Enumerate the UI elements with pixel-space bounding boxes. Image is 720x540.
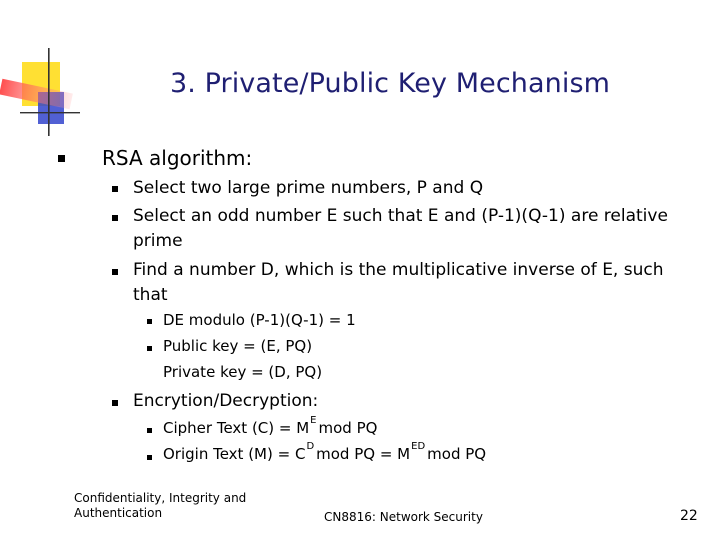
- step-select-e: Select an odd number E such that E and (P-1)(Q-1) are relative: [133, 206, 668, 226]
- bullet-marker: [147, 346, 152, 351]
- logo-horizontal-line: [20, 112, 80, 113]
- page-number: 22: [680, 508, 698, 524]
- bullet-marker: [147, 455, 152, 460]
- footer-left: [74, 491, 246, 521]
- formula-origin: [163, 441, 487, 463]
- bullet-marker: [147, 428, 152, 433]
- origin-text-right: mod PQ: [427, 445, 487, 463]
- sub-private-key: Private key = (D, PQ): [163, 363, 323, 381]
- origin-exponent-ed: ED: [411, 441, 426, 452]
- footer-course: CN8816: Network Security: [324, 510, 483, 524]
- bullet-marker: [112, 215, 118, 221]
- step-encryption: Encrytion/Decryption:: [133, 391, 319, 411]
- origin-text-left: Origin Text (M) = C: [163, 445, 306, 463]
- sub-public-key: Public key = (E, PQ): [163, 337, 313, 355]
- slide-title: 3. Private/Public Key Mechanism: [169, 68, 611, 99]
- origin-exponent-d: D: [306, 441, 315, 452]
- footer-left-line2: Authentication: [74, 506, 163, 520]
- main-bullet-text: RSA algorithm:: [102, 146, 253, 170]
- footer-left-line1: Confidentiality, Integrity and: [74, 491, 247, 505]
- cipher-exponent: E: [310, 415, 317, 426]
- formula-cipher: [163, 415, 378, 437]
- cipher-text-right: mod PQ: [318, 419, 378, 437]
- sub-de-modulo: DE modulo (P-1)(Q-1) = 1: [163, 311, 356, 329]
- bullet-marker: [112, 400, 118, 406]
- step-select-primes: Select two large prime numbers, P and Q: [133, 178, 484, 198]
- step-select-e-cont: prime: [133, 231, 183, 251]
- bullet-marker: [112, 186, 118, 192]
- bullet-marker: [147, 319, 152, 324]
- bullet-marker: [112, 269, 118, 275]
- cipher-text-left: Cipher Text (C) = M: [163, 419, 310, 437]
- step-find-d-cont: that: [133, 285, 168, 305]
- origin-text-mid: mod PQ = M: [316, 445, 411, 463]
- logo-vertical-line: [48, 48, 50, 136]
- bullet-marker: [58, 155, 65, 162]
- step-find-d: Find a number D, which is the multiplicative inverse of E, such: [133, 260, 664, 280]
